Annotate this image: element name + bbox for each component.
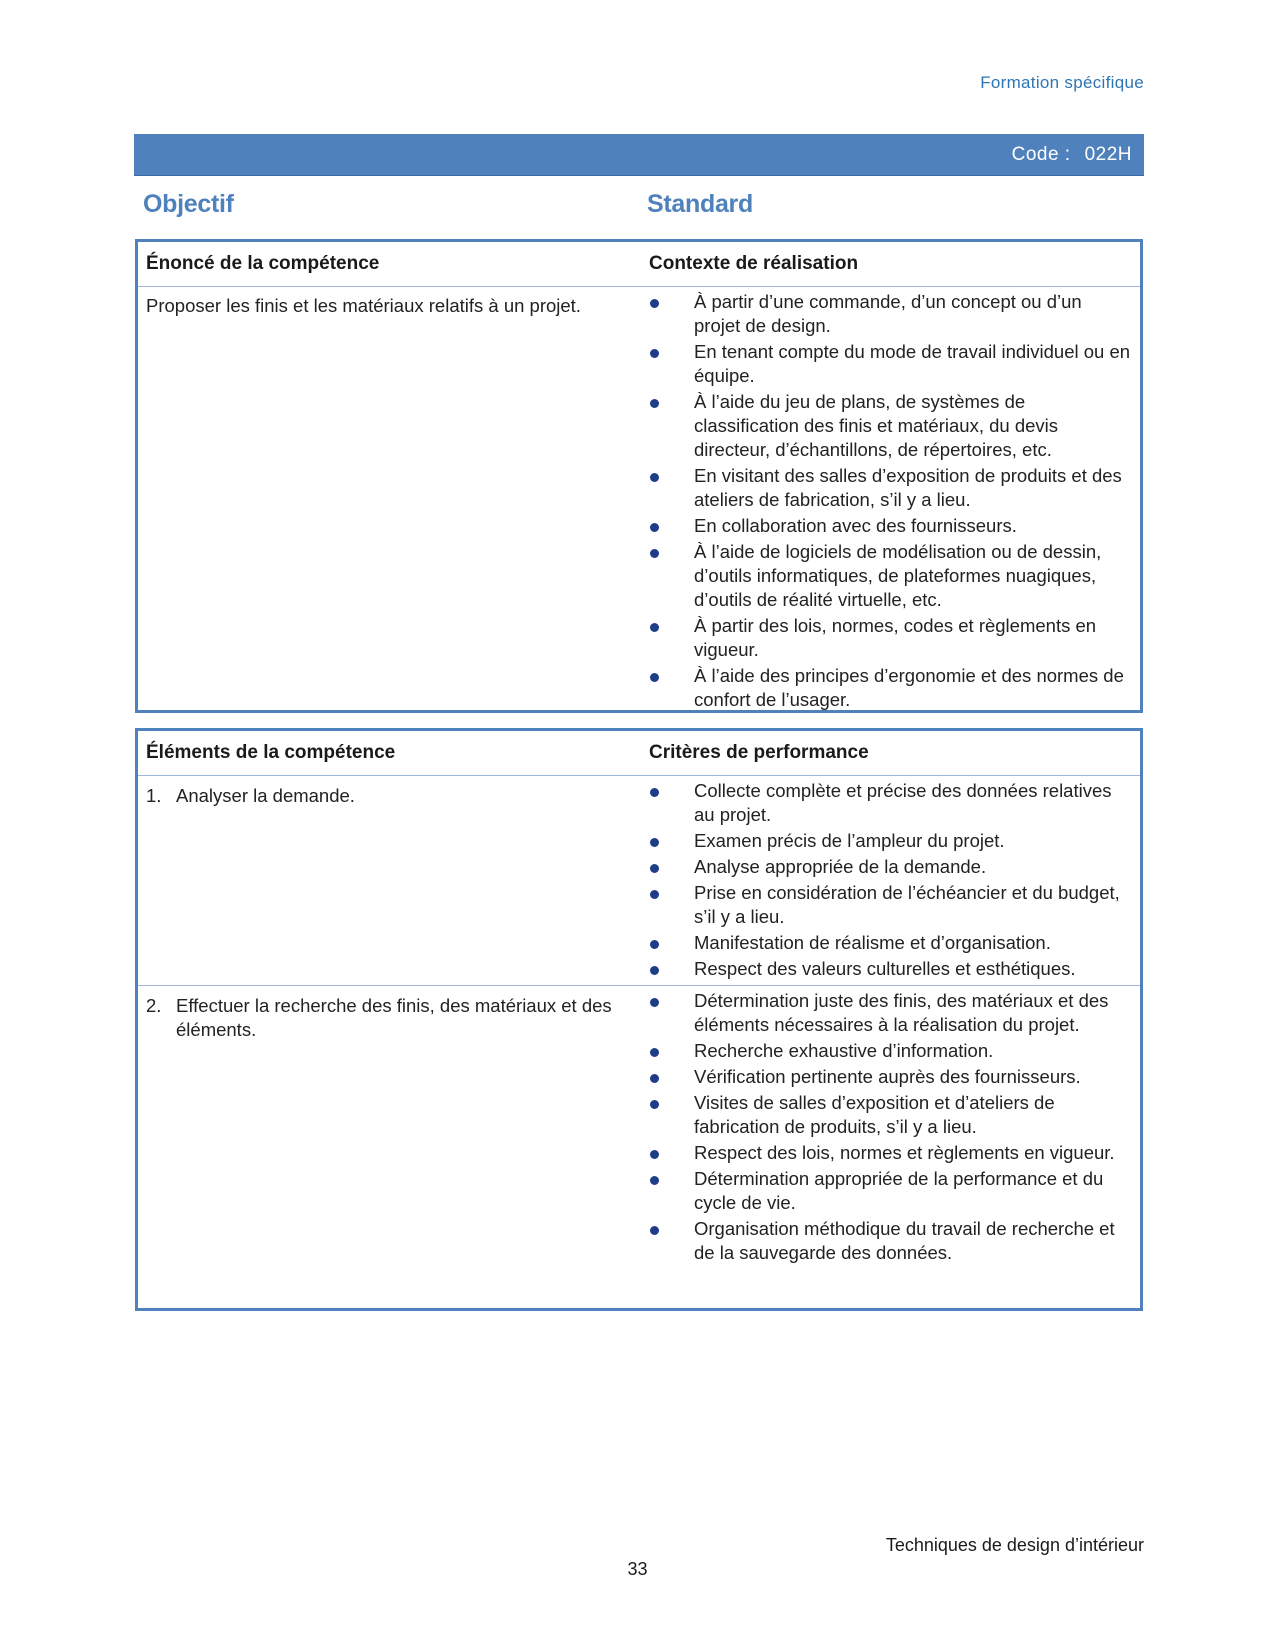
list-item: Recherche exhaustive d’information. [649,1039,1132,1063]
criteria-list [649,776,1132,985]
bullet-icon [650,1150,659,1159]
enonce-cell [138,287,641,716]
contexte-cell [641,287,1140,716]
element-cell [138,986,641,1269]
criteria-cell [641,986,1140,1269]
criteria-list [649,986,1132,1269]
bullet-icon [650,623,659,632]
bullet-icon [650,299,659,308]
bullet-icon [650,473,659,482]
list-item: Organisation méthodique du travail de recherche et de la sauvegarde des données. [649,1217,1132,1265]
bullet-icon [650,998,659,1007]
list-item: En tenant compte du mode de travail individuel ou en équipe. [649,340,1132,388]
bullet-icon [650,1048,659,1057]
bullet-icon [650,673,659,682]
list-item: En collaboration avec des fournisseurs. [649,514,1132,538]
bullet-icon [650,788,659,797]
list-item: Visites de salles d’exposition et d’ateliers de fabrication de produits, s’il y a lieu. [649,1091,1132,1139]
bullet-icon [650,864,659,873]
list-item: À partir des lois, normes, codes et règlements en vigueur. [649,614,1132,662]
list-item: Vérification pertinente auprès des fournisseurs. [649,1065,1132,1089]
element-text: Effectuer la recherche des finis, des matériaux et des éléments. [176,995,612,1040]
criteres-header: Critères de performance [649,742,869,763]
bullet-icon [650,1176,659,1185]
enonce-header: Énoncé de la compétence [146,253,380,274]
bullet-icon [650,940,659,949]
enonce-text: Proposer les finis et les matériaux relatifs à un projet. [146,295,581,316]
bullet-icon [650,890,659,899]
standard-heading: Standard [647,190,753,218]
list-item: Examen précis de l’ampleur du projet. [649,829,1132,853]
bullet-icon [650,549,659,558]
element-cell [138,776,641,985]
element-item [146,986,641,1042]
element-number: 1. [146,785,162,806]
bullet-icon [650,1100,659,1109]
code-value: 022H [1084,143,1132,165]
element-number: 2. [146,995,162,1016]
bullet-icon [650,399,659,408]
list-item: À l’aide des principes d’ergonomie et des normes de confort de l’usager. [649,664,1132,712]
list-item: Analyse appropriée de la demande. [649,855,1132,879]
list-item: À l’aide du jeu de plans, de systèmes de classification des finis et matériaux, du devis directeur, d’échantillons, de répertoires, etc. [649,390,1132,462]
competence-statement-table [135,239,1143,713]
contexte-header: Contexte de réalisation [649,253,859,274]
running-head-title: Formation spécifique [980,73,1144,92]
list-item: Collecte complète et précise des données relatives au projet. [649,779,1132,827]
list-item: À l’aide de logiciels de modélisation ou de dessin, d’outils informatiques, de plateformes nuagiques, d’outils de réalité virtuelle, etc. [649,540,1132,612]
list-item: Respect des valeurs culturelles et esthétiques. [649,957,1132,981]
table-header-row [138,242,1140,287]
code-label: Code : [1011,143,1071,165]
bullet-icon [650,838,659,847]
elements-header: Éléments de la compétence [146,742,396,763]
list-item: En visitant des salles d’exposition de produits et des ateliers de fabrication, s’il y a lieu. [649,464,1132,512]
bullet-icon [650,349,659,358]
table-row [138,776,1140,986]
list-item: Respect des lois, normes et règlements en vigueur. [649,1141,1132,1165]
table-body-row [138,287,1140,716]
bullet-icon [650,1226,659,1235]
table-row [138,986,1140,1269]
list-item: Détermination juste des finis, des matériaux et des éléments nécessaires à la réalisation du projet. [649,989,1132,1037]
competence-elements-table [135,728,1143,1311]
element-text: Analyser la demande. [176,785,355,806]
list-item: Manifestation de réalisme et d’organisation. [649,931,1132,955]
objectif-heading: Objectif [143,190,234,218]
element-item [146,776,641,808]
bullet-icon [650,1074,659,1083]
bullet-icon [650,523,659,532]
list-item: Détermination appropriée de la performance et du cycle de vie. [649,1167,1132,1215]
criteria-cell [641,776,1140,985]
list-item: Prise en considération de l’échéancier et du budget, s’il y a lieu. [649,881,1132,929]
code-bar [134,134,1144,176]
bullet-icon [650,966,659,975]
list-item: À partir d’une commande, d’un concept ou d’un projet de design. [649,290,1132,338]
footer-program-title: Techniques de design d’intérieur [885,1535,1144,1555]
table-header-row [138,731,1140,776]
page-number: 33 [627,1559,648,1579]
contexte-list [649,287,1132,716]
